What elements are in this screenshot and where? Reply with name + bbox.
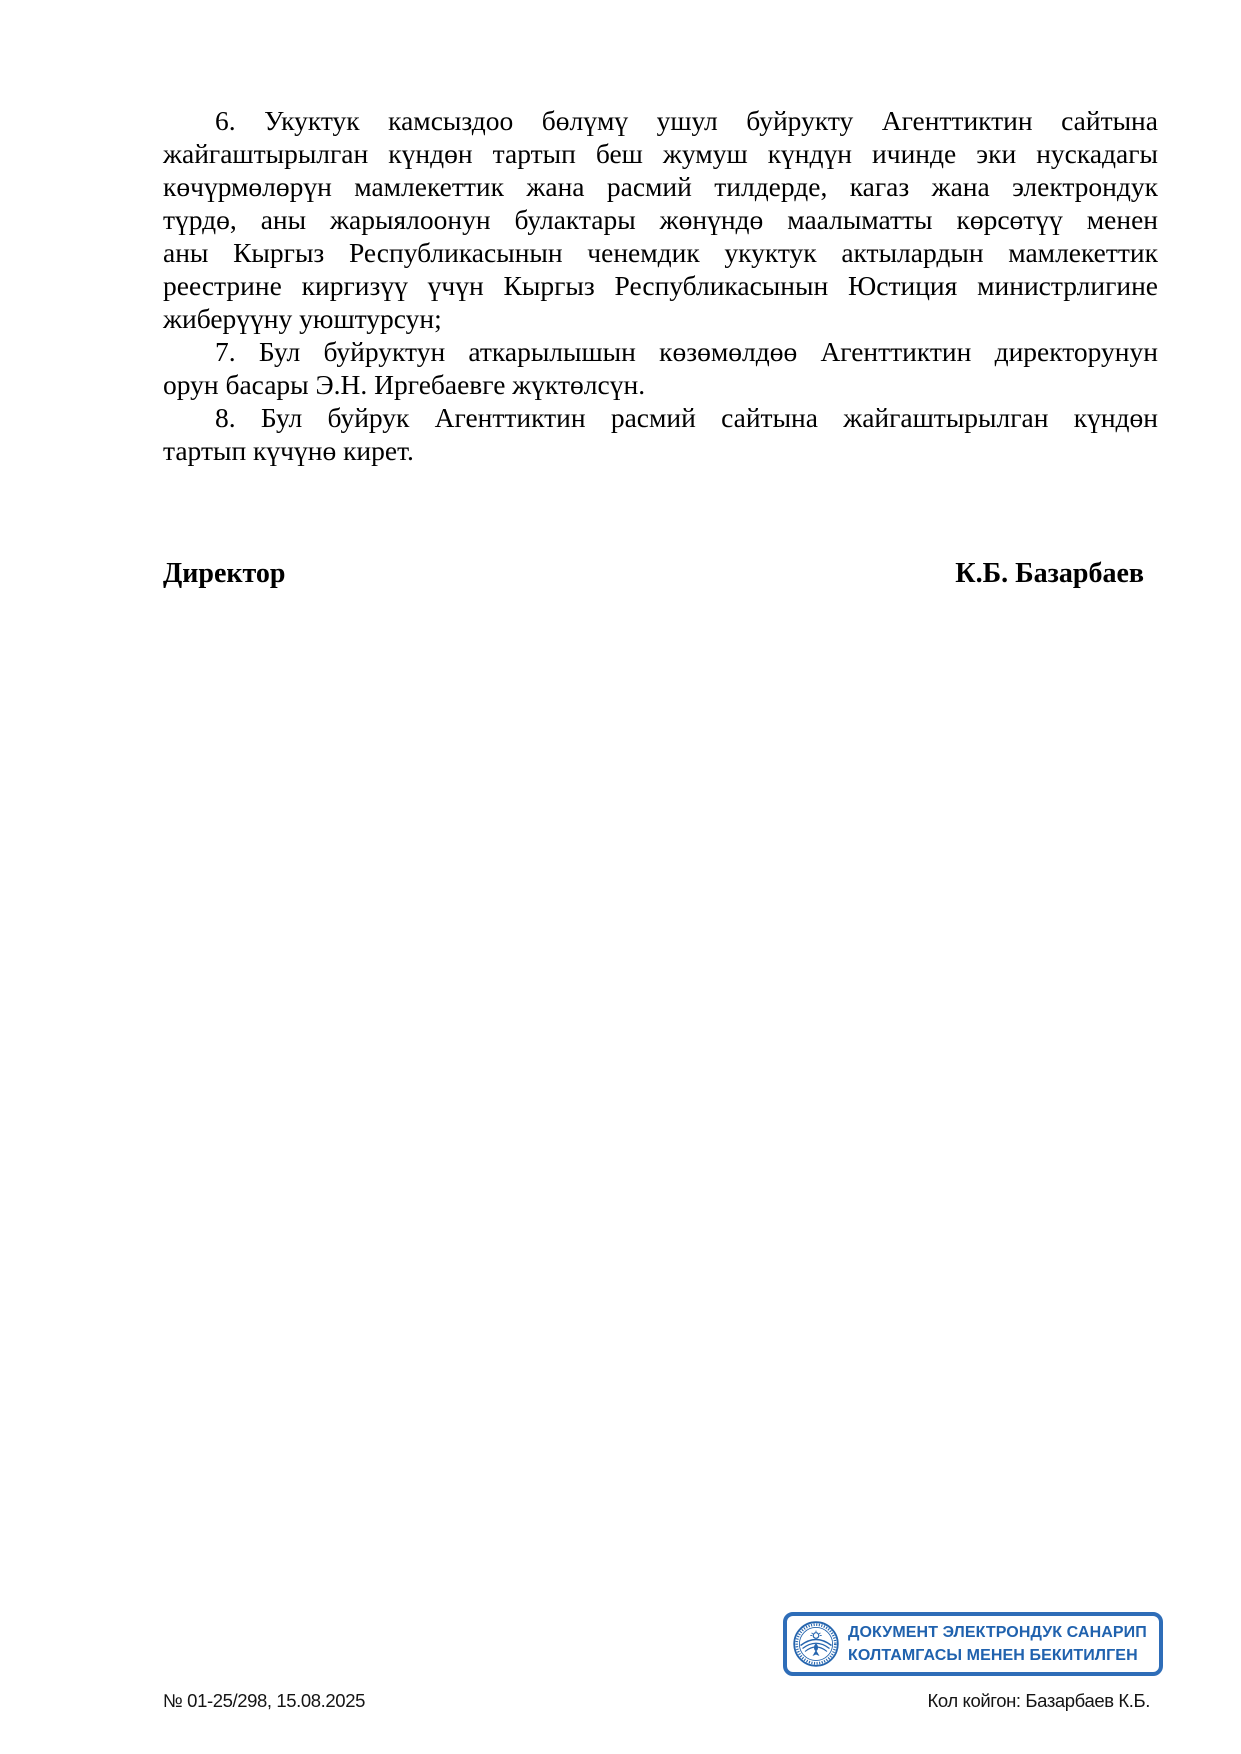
body-line: 7. Бул буйруктун аткарылышын көзөмөлдөө Агенттиктин директорунун — [215, 336, 1158, 367]
paragraph-8 — [163, 401, 1158, 467]
kyrgyz-emblem-seal-icon — [793, 1621, 839, 1667]
paragraph-7 — [163, 335, 1158, 401]
document-number: № 01-25/298, 15.08.2025 — [163, 1690, 365, 1711]
paragraph-6 — [163, 104, 1158, 335]
body-line: реестрине киргизүү үчүн Кыргыз Республикасынын Юстиция министрлигине — [163, 270, 1158, 301]
body-line: тартып күчүнө кирет. — [163, 435, 414, 466]
body-line: жайгаштырылган күндөн тартып беш жумуш күндүн ичинде эки нускадагы — [163, 138, 1158, 169]
body-line: көчүрмөлөрүн мамлекеттик жана расмий тилдерде, кагаз жана электрондук — [163, 171, 1158, 202]
body-line: орун басары Э.Н. Иргебаевге жүктөлсүн. — [163, 369, 646, 400]
order-body — [163, 104, 1158, 467]
body-line: 6. Укуктук камсыздоо бөлүмү ушул буйрукту Агенттиктин сайтына — [215, 105, 1158, 136]
stamp-text-line2: КОЛТАМГАСЫ МЕНЕН БЕКИТИЛГЕН — [848, 1647, 1138, 1664]
body-line: түрдө, аны жарыялоонун булактары жөнүндө маалыматты көрсөтүү менен — [163, 204, 1158, 235]
digital-signature-stamp — [783, 1612, 1163, 1676]
signature-title: Директор — [163, 558, 286, 589]
body-line: жиберүүну уюштурсун; — [163, 303, 442, 334]
body-line: аны Кыргыз Республикасынын ченемдик укуктук актылардын мамлекеттик — [163, 237, 1158, 268]
signer-name: Кол койгон: Базарбаев К.Б. — [927, 1690, 1150, 1711]
signature-row — [163, 557, 1158, 590]
stamp-text-line1: ДОКУМЕНТ ЭЛЕКТРОНДУК САНАРИП — [848, 1624, 1147, 1641]
stamp-text — [848, 1621, 1147, 1667]
signature-name: К.Б. Базарбаев — [955, 558, 1144, 589]
body-line: 8. Бул буйрук Агенттиктин расмий сайтына жайгаштырылган күндөн — [215, 402, 1158, 433]
